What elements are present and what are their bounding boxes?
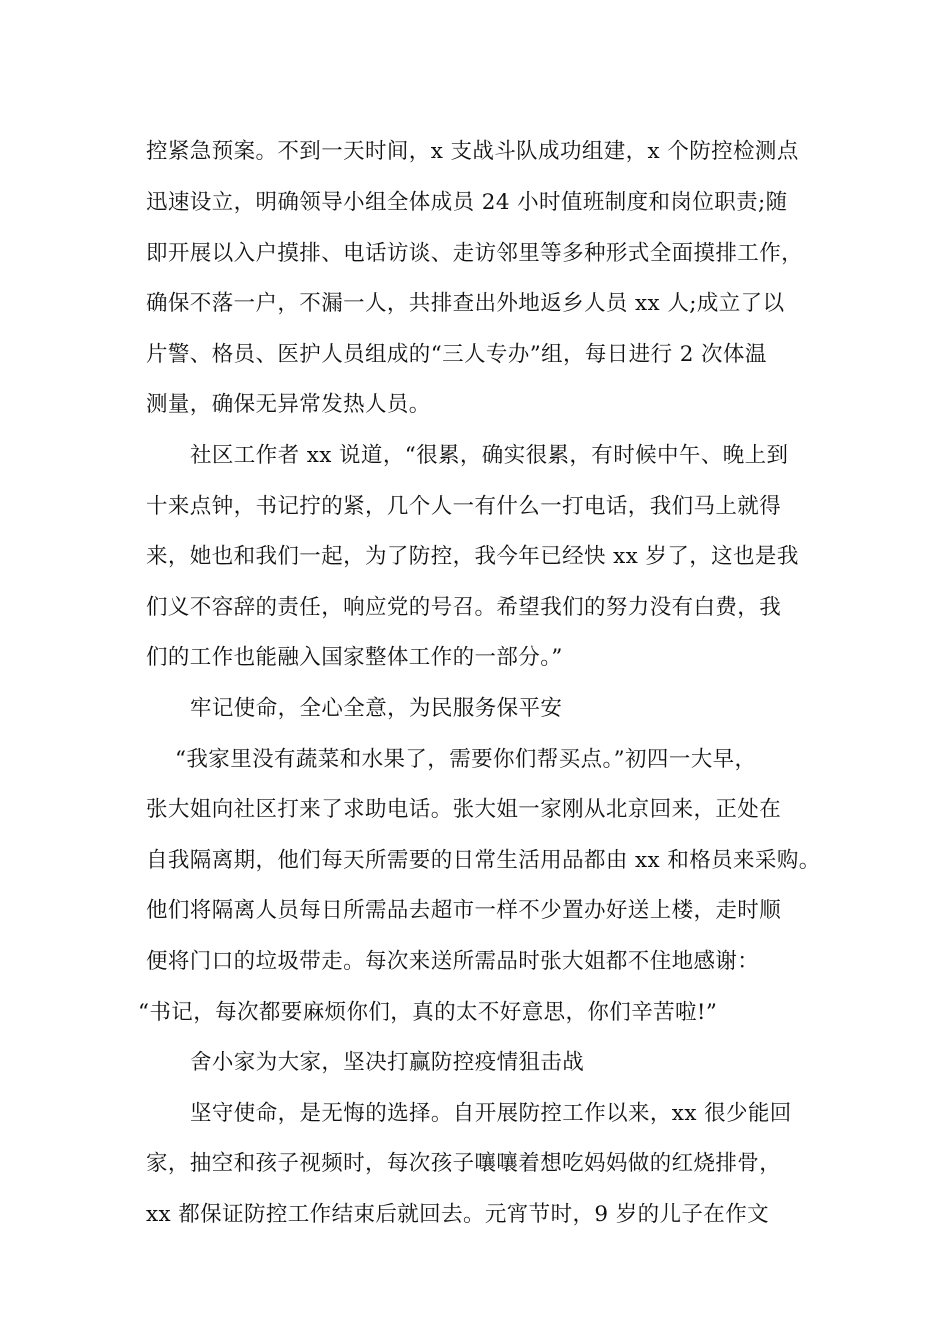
- text-line: 十来点钟，书记拧的紧，几个人一有什么一打电话，我们马上就得: [146, 494, 782, 519]
- text-line: 家，抽空和孩子视频时，每次孩子嚷嚷着想吃妈妈做的红烧排骨，: [146, 1151, 782, 1176]
- text-line: xx 都保证防控工作结束后就回去。元宵节时，9 岁的儿子在作文: [146, 1202, 770, 1227]
- section-heading: 牢记使命，全心全意，为民服务保平安: [190, 696, 563, 721]
- text-line: “我家里没有蔬菜和水果了，需要你们帮买点。”初四一大早，: [175, 747, 757, 772]
- text-line: “书记，每次都要麻烦你们，真的太不好意思，你们辛苦啦!”: [138, 1000, 718, 1025]
- text-line: 测量，确保无异常发热人员。: [146, 392, 431, 417]
- section-heading: 舍小家为大家，坚决打赢防控疫情狙击战: [190, 1050, 585, 1075]
- text-line: 他们将隔离人员每日所需品去超市一样不少置办好送上楼，走时顺: [146, 898, 782, 923]
- text-line: 控紧急预案。不到一天时间，x 支战斗队成功组建，x 个防控检测点: [146, 139, 799, 164]
- text-line: 们的工作也能融入国家整体工作的一部分。”: [146, 645, 563, 670]
- text-line: 来，她也和我们一起，为了防控，我今年已经快 xx 岁了，这也是我: [146, 544, 799, 569]
- text-line: 迅速设立，明确领导小组全体成员 24 小时值班制度和岗位职责;随: [146, 190, 788, 215]
- text-line: 便将门口的垃圾带走。每次来送所需品时张大姐都不住地感谢：: [146, 949, 760, 974]
- text-line: 张大姐向社区打来了求助电话。张大姐一家刚从北京回来，正处在: [146, 797, 782, 822]
- text-line: 坚守使命，是无悔的选择。自开展防控工作以来，xx 很少能回: [190, 1101, 792, 1126]
- text-line: 片警、格员、医护人员组成的“三人专办”组，每日进行 2 次体温: [146, 342, 767, 367]
- text-line: 社区工作者 xx 说道，“很累，确实很累，有时候中午、晚上到: [190, 443, 789, 468]
- text-line: 确保不落一户，不漏一人，共排查出外地返乡人员 xx 人;成立了以: [146, 291, 785, 316]
- text-line: 自我隔离期，他们每天所需要的日常生活用品都由 xx 和格员来采购。: [146, 848, 821, 873]
- text-line: 即开展以入户摸排、电话访谈、走访邻里等多种形式全面摸排工作，: [146, 241, 804, 266]
- text-line: 们义不容辞的责任，响应党的号召。希望我们的努力没有白费，我: [146, 595, 782, 620]
